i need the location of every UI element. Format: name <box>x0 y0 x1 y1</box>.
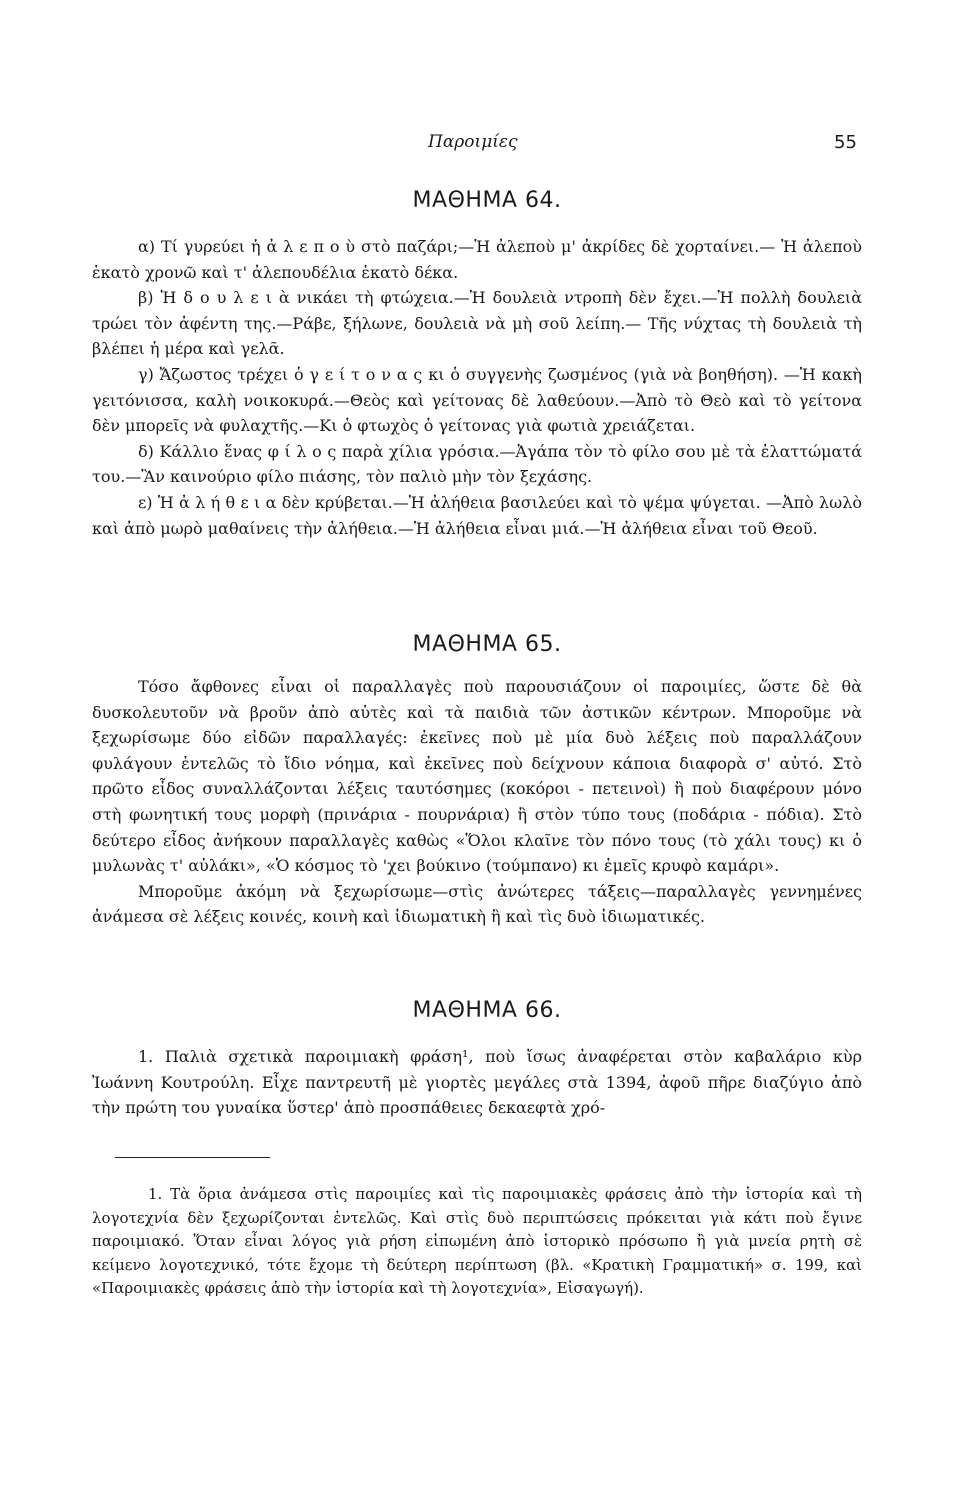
lesson-64-paragraph-b: β) Ἡ δ ο υ λ ε ι ὰ νικάει τὴ φτώχεια.—Ἡ δουλειὰ ντροπὴ δὲν ἔχει.—Ἡ πολλὴ δουλειὰ τρώει τὸν ἀφέντη της.—Ράβε, ξήλωνε, δουλειὰ νὰ μὴ σοῦ λείπη.— Τῆς νύχτας τὴ δουλειὰ τὴ βλέπει ἡ μέρα καὶ γελᾶ. <box>92 288 862 359</box>
page-number: 55 <box>834 132 857 153</box>
lesson-65-body <box>92 674 862 930</box>
footnote-text: 1. Τὰ ὅρια ἀνάμεσα στὶς παροιμίες καὶ τὶς παροιμιακὲς φράσεις ἀπὸ τὴν ἱστορία καὶ τὴ λογοτεχνία δὲν ξεχωρίζονται ἐντελῶς. Καὶ στὶς δυὸ περιπτώσεις πρόκειται γιὰ κάτι ποὺ ἔγινε παροιμιακό. Ὅταν εἶναι λόγος γιὰ ρήση εἰπωμένη ἀπὸ ἱστορικὸ πρόσωπο ἢ γιὰ μνεία ρητὴ σὲ κείμενο λογοτεχνικό, τότε ἔχομε τὴ δεύτερη περίπτωση (βλ. «Κρατικὴ Γραμματική» σ. 199, καὶ «Παροιμιακὲς φράσεις ἀπὸ τὴν ἱστορία καὶ τὴ λογοτεχνία», Εἰσαγωγή). <box>92 1185 862 1297</box>
lesson-66-paragraph-1: 1. Παλιὰ σχετικὰ παροιμιακὴ φράση¹, ποὺ ἴσως ἀναφέρεται στὸν καβαλάριο κὺρ Ἰωάννη Κουτρούλη. Εἶχε παντρευτῆ μὲ γιορτὲς μεγάλες στὰ 1394, ἀφοῦ πῆρε διαζύγιο ἀπὸ τὴν πρώτη του γυναίκα ὕστερ' ἀπὸ προσπάθειες δεκαεφτὰ χρό- <box>92 1047 862 1118</box>
footnote <box>92 1183 862 1301</box>
running-head <box>0 132 974 156</box>
lesson-64-paragraph-a: α) Τί γυρεύει ἡ ἀ λ ε π ο ὺ στὸ παζάρι;—Ἡ ἀλεποὺ μ' ἀκρίδες δὲ χορταίνει.— Ἡ ἀλεποὺ ἑκατὸ χρονῶ καὶ τ' ἀλεπουδέλια ἑκατὸ δέκα. <box>92 237 862 282</box>
lesson-64-body <box>92 234 862 541</box>
running-title: Παροιμίες <box>428 132 518 152</box>
lesson-64-heading: ΜΑΘΗΜΑ 64. <box>412 188 562 213</box>
lesson-65-paragraph-1: Τόσο ἄφθονες εἶναι οἱ παραλλαγὲς ποὺ παρουσιάζουν οἱ παροιμίες, ὥστε δὲ θὰ δυσκολευτοῦν νὰ βροῦν ἀπὸ αὐτὲς καὶ τὰ παιδιὰ τῶν ἀστικῶν κέντρων. Μποροῦμε νὰ ξεχωρίσωμε δύο εἰδῶν παραλλαγές: ἐκεῖνες ποὺ μὲ μία δυὸ λέξεις ποὺ παραλλάζουν φυλάγουν ἐντελῶς τὸ ἴδιο νόημα, καὶ ἐκεῖνες ποὺ δείχνουν κάποια διαφορὰ σ' αὐτό. Στὸ πρῶτο εἶδος συναλλάζονται λέξεις ταυτόσημες (κοκόροι - πετεινοὶ) ἢ ποὺ διαφέρουν μόνο στὴ φωνητική τους μορφὴ (πρινάρια - πουρνάρια) ἢ στὸν τύπο τους (ποδάρια - πόδια). Στὸ δεύτερο εἶδος ἀνήκουν παραλλαγὲς καθὼς «Ὅλοι κλαῖνε τὸν πόνο τους (τὸ χάλι τους) κι ὁ μυλωνὰς τ' αὐλάκι», «Ὁ κόσμος τὸ 'χει βούκινο (τούμπανο) κι ἐμεῖς κρυφὸ καμάρι». <box>92 677 862 876</box>
lesson-65-paragraph-2: Μποροῦμε ἀκόμη νὰ ξεχωρίσωμε—στὶς ἀνώτερες τάξεις—παραλλαγὲς γεννημένες ἀνάμεσα σὲ λέξεις κοινές, κοινὴ καὶ ἰδιωματικὴ ἢ καὶ τὶς δυὸ ἰδιωματικές. <box>92 881 862 927</box>
lesson-64-paragraph-d: δ) Κάλλιο ἕνας φ ί λ ο ς παρὰ χίλια γρόσια.—Ἀγάπα τὸν τὸ φίλο σου μὲ τὰ ἐλαττώματά του.—Ἂν καινούριο φίλο πιάσης, τὸν παλιὸ μὴν τὸν ξεχάσης. <box>92 441 862 487</box>
lesson-66-body <box>92 1044 862 1121</box>
lesson-64-paragraph-e: ε) Ἡ ἀ λ ή θ ε ι α δὲν κρύβεται.—Ἡ ἀλήθεια βασιλεύει καὶ τὸ ψέμα ψύγεται. —Ἀπὸ λωλὸ καὶ ἀπὸ μωρὸ μαθαίνεις τὴν ἀλήθεια.—Ἡ ἀλήθεια εἶναι μιά.—Ἡ ἀλήθεια εἶναι τοῦ Θεοῦ. <box>92 492 862 538</box>
footnote-divider <box>115 1157 270 1158</box>
lesson-64-paragraph-c: γ) Ἄζωστος τρέχει ὁ γ ε ί τ ο ν α ς κι ὁ συγγενὴς ζωσμένος (γιὰ νὰ βοηθήση). —Ἡ κακὴ γειτόνισσα, καλὴ νοικοκυρά.—Θεὸς καὶ γείτονας δὲ λαθεύουν.—Ἀπὸ τὸ Θεὸ καὶ τὸ γείτονα δὲν μπορεῖς νὰ φυλαχτῆς.—Κι ὁ φτωχὸς ὁ γείτονας γιὰ φωτιὰ χρειάζεται. <box>92 364 862 436</box>
lesson-66-heading: ΜΑΘΗΜΑ 66. <box>412 998 562 1023</box>
lesson-65-heading: ΜΑΘΗΜΑ 65. <box>412 632 562 657</box>
